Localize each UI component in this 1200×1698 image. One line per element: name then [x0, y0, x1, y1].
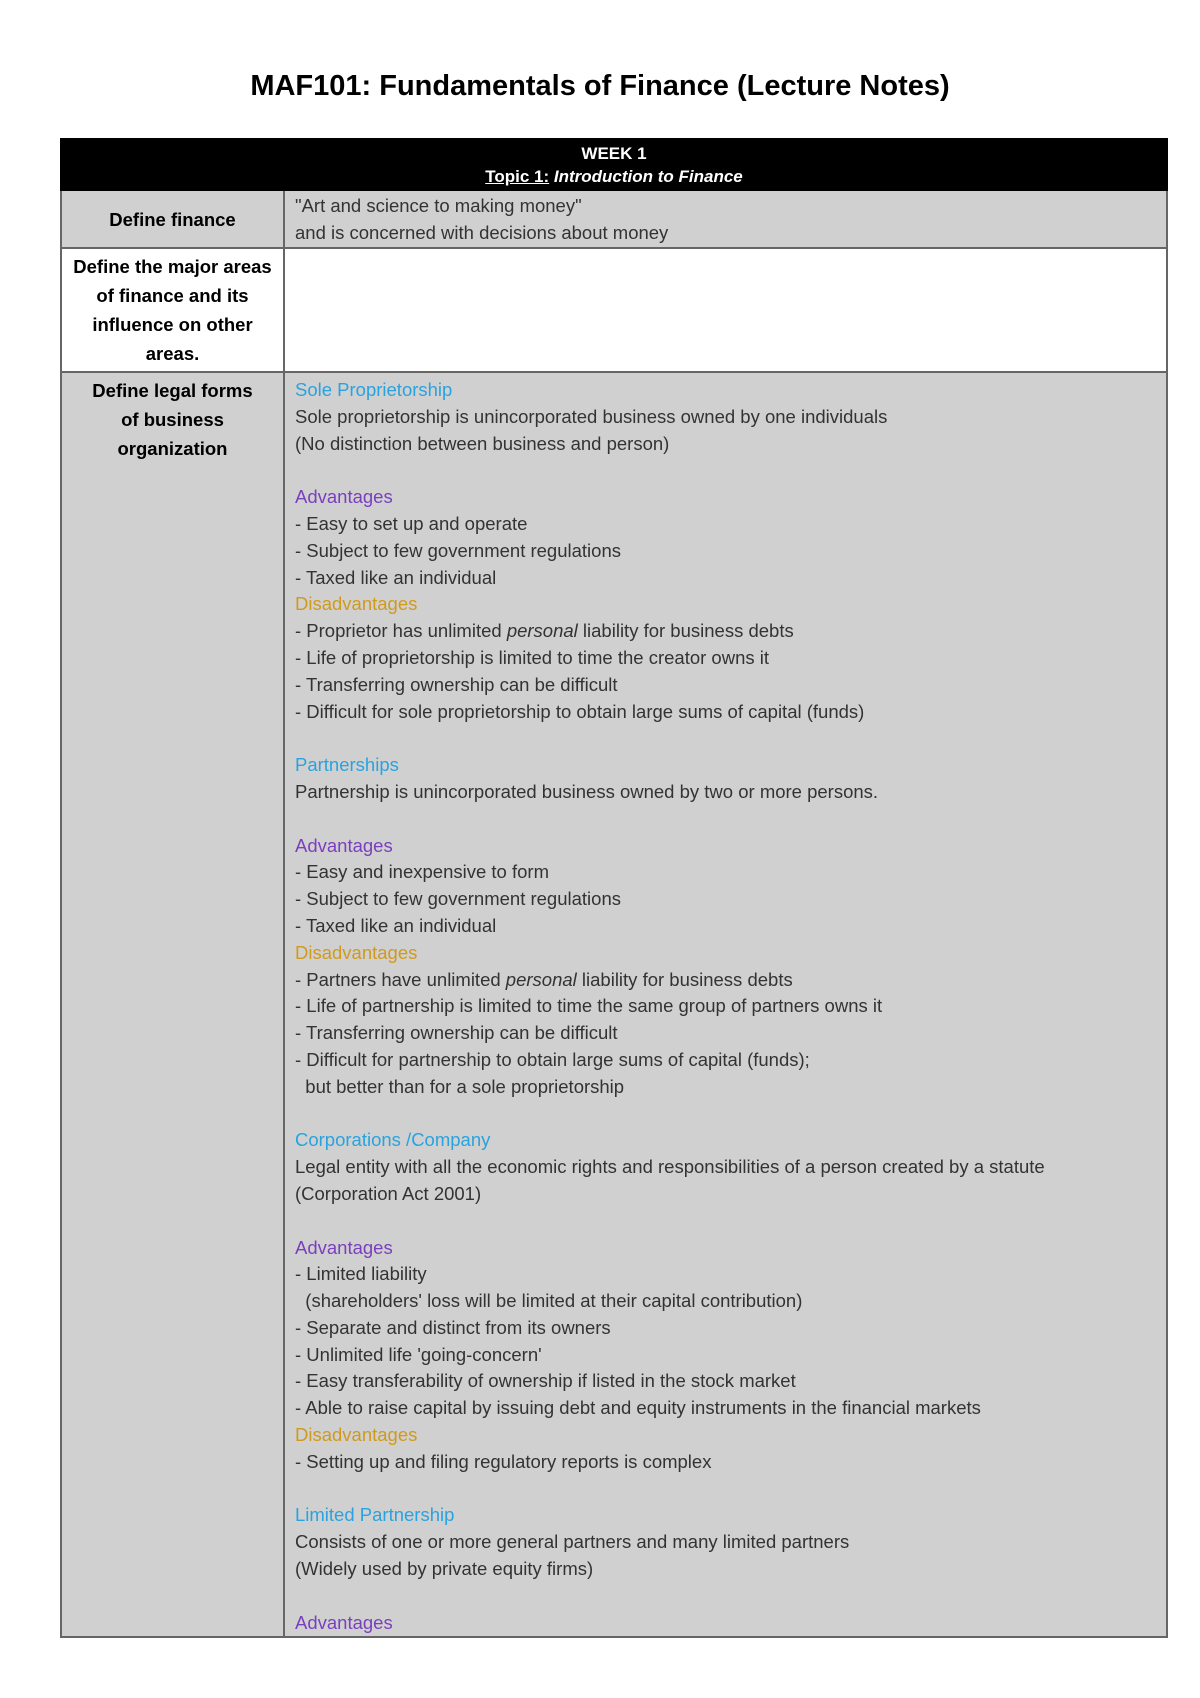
list-item: - Difficult for sole proprietorship to obtain large sums of capital (funds) [295, 700, 865, 722]
list-item [295, 967, 1156, 994]
major-areas-content [284, 248, 1167, 372]
list-item-text: liability for business debts [576, 968, 793, 990]
row-major-areas [61, 248, 1167, 372]
advantages-heading: Advantages [295, 486, 393, 508]
list-item: - Able to raise capital by issuing debt and equity instruments in the financial markets [295, 1397, 981, 1419]
row-define-finance [61, 190, 1167, 248]
section-description: (Corporation Act 2001) [295, 1182, 482, 1204]
list-item: - Life of proprietorship is limited to time the creator owns it [295, 646, 769, 668]
section-heading: Sole Proprietorship [295, 379, 453, 400]
topic-line [62, 165, 1166, 188]
list-item: - Unlimited life 'going-concern' [295, 1343, 542, 1365]
week-label: WEEK 1 [581, 144, 647, 163]
lecture-notes-table [60, 138, 1168, 1638]
disadvantages-heading: Disadvantages [295, 593, 418, 615]
list-item: - Taxed like an individual [295, 566, 497, 588]
section-description: Sole proprietorship is unincorporated business owned by one individuals [295, 405, 888, 427]
list-item: - Limited liability [295, 1263, 427, 1285]
list-item: - Difficult for partnership to obtain large sums of capital (funds); [295, 1048, 810, 1070]
legal-forms-label: Define legal forms of business organization [61, 372, 284, 1637]
list-item: - Taxed like an individual [295, 914, 497, 936]
list-item: - Easy to set up and operate [295, 512, 528, 534]
disadvantages-heading: Disadvantages [295, 1424, 418, 1446]
section-heading: Corporations /Company [295, 1129, 491, 1151]
list-item-text: - Partners have unlimited [295, 968, 506, 990]
advantages-heading: Advantages [295, 834, 393, 856]
define-finance-line: "Art and science to making money" [295, 195, 582, 216]
legal-forms-content [284, 372, 1167, 1637]
list-item: - Subject to few government regulations [295, 888, 621, 910]
advantages-heading: Advantages [295, 1611, 393, 1633]
week-header [61, 139, 1167, 190]
section-description: Legal entity with all the economic rights and responsibilities of a person created by a statute [295, 1156, 1045, 1178]
week-header-row [61, 139, 1167, 190]
topic-prefix: Topic 1: [485, 167, 550, 186]
emphasis-text: personal [506, 620, 578, 642]
section-description: (Widely used by private equity firms) [295, 1558, 594, 1580]
list-item-text: liability for business debts [577, 620, 794, 642]
list-item-text: - Proprietor has unlimited [295, 620, 507, 642]
section-heading: Partnerships [295, 754, 399, 776]
list-item: - Easy and inexpensive to form [295, 861, 549, 883]
section-description: (No distinction between business and person) [295, 432, 670, 454]
list-item: - Subject to few government regulations [295, 539, 621, 561]
page-title: MAF101: Fundamentals of Finance (Lecture Notes) [250, 70, 950, 102]
list-item: (shareholders' loss will be limited at their capital contribution) [295, 1290, 803, 1312]
list-item: - Setting up and filing regulatory reports is complex [295, 1450, 712, 1472]
define-finance-line: and is concerned with decisions about money [295, 221, 669, 243]
row-legal-forms [61, 372, 1167, 1637]
list-item: - Easy transferability of ownership if listed in the stock market [295, 1370, 796, 1392]
list-item: - Separate and distinct from its owners [295, 1316, 611, 1338]
define-finance-label: Define finance [61, 190, 284, 248]
major-areas-label: Define the major areas of finance and its influence on other areas. [61, 248, 284, 372]
advantages-heading: Advantages [295, 1236, 393, 1258]
list-item: but better than for a sole proprietorship [295, 1075, 625, 1097]
list-item: - Life of partnership is limited to time the same group of partners owns it [295, 995, 883, 1017]
section-description: Consists of one or more general partners and many limited partners [295, 1531, 850, 1553]
list-item: - Transferring ownership can be difficult [295, 673, 618, 695]
list-item: - Transferring ownership can be difficult [295, 1022, 618, 1044]
list-item [295, 618, 1156, 645]
section-description: Partnership is unincorporated business owned by two or more persons. [295, 780, 879, 802]
emphasis-text: personal [505, 968, 577, 990]
disadvantages-heading: Disadvantages [295, 941, 418, 963]
define-finance-content [284, 190, 1167, 248]
topic-name: Introduction to Finance [553, 167, 743, 186]
section-heading: Limited Partnership [295, 1504, 455, 1526]
